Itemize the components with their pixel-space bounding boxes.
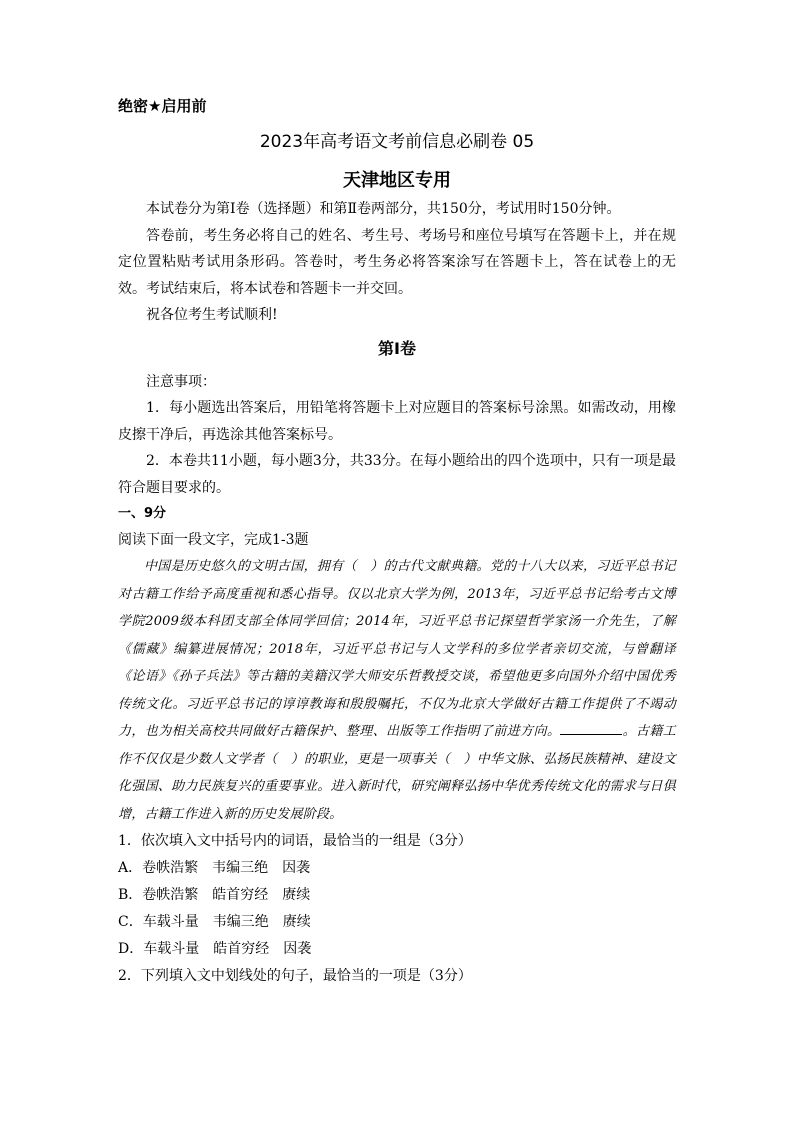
intro-paragraph-1: 本试卷分为第Ⅰ卷（选择题）和第Ⅱ卷两部分，共150分，考试用时150分钟。 — [146, 201, 621, 217]
question-2: 2．下列填入文中划线处的句子，最恰当的一项是（3分） — [118, 968, 472, 984]
passage-part-b: 。古籍工作不仅仅是少数人文学者（ ）的职业，更是一项事关（ ）中华文脉、弘扬民族精神、建设文化强国、助力民族复兴的重要事业。进入新时代，研究阐释弘扬中华优秀传统文化的需求与日俱增，古籍工作进入新的历史发展阶段。 — [118, 724, 676, 822]
question-1-option-a: A．卷帙浩繁 韦编三绝 因袭 — [118, 860, 311, 876]
question-1: 1．依次填入文中括号内的词语，最恰当的一组是（3分） — [118, 833, 472, 849]
notes-label: 注意事项： — [146, 373, 216, 390]
reading-passage — [118, 553, 676, 828]
note-2: 2．本卷共11小题，每小题3分，共33分。在每小题给出的四个选项中，只有一项是最符合题目要求的。 — [118, 453, 676, 496]
passage-part-a: 中国是历史悠久的文明古国，拥有（ ）的古代文献典籍。党的十八大以来，习近平总书记对古籍工作给予高度重视和悉心指导。仅以北京大学为例，2013年，习近平总书记给考古文博学院2009级本科团支部全体同学回信；2014年，习近平总书记探望哲学家汤一介先生，了解《儒藏》编纂进展情况；2018年，习近平总书记与人文学科的多位学者亲切交流，与曾翻译《论语》《孙子兵法》等古籍的美籍汉学大师安乐哲教授交谈，希望他更多向国外介绍中国优秀传统文化。习近平总书记的谆谆教诲和殷殷嘱托，不仅为北京大学做好古籍工作提供了不竭动力，也为相关高校共同做好古籍保护、整理、出版等工作指明了前进方向。 — [118, 559, 676, 739]
question-1-option-c: C．车载斗量 韦编三绝 赓续 — [118, 914, 311, 930]
reading-instruction: 阅读下面一段文字，完成1-3题 — [118, 532, 309, 548]
note-1: 1．每小题选出答案后，用铅笔将答题卡上对应题目的答案标号涂黑。如需改动，用橡皮擦干净后，再选涂其他答案标号。 — [118, 400, 676, 443]
question-1-option-d: D．车载斗量 皓首穷经 因袭 — [118, 941, 312, 957]
exam-title: 2023年高考语文考前信息必刷卷 05 — [259, 132, 535, 152]
page-content — [118, 96, 676, 990]
exam-subtitle: 天津地区专用 — [343, 170, 451, 191]
section-title: 第Ⅰ卷 — [378, 338, 416, 358]
fill-in-blank — [560, 722, 622, 735]
intro-paragraph-3: 祝各位考生考试顺利! — [146, 307, 278, 323]
confidential-label: 绝密★启用前 — [118, 97, 207, 115]
part-heading: 一、9分 — [118, 506, 167, 521]
intro-paragraph-2: 答卷前，考生务必将自己的姓名、考生号、考场号和座位号填写在答题卡上，并在规定位置粘贴考试用条形码。答卷时，考生务必将答案涂写在答题卡上，答在试卷上的无效。考试结束后，将本试卷和答题卡一并交回。 — [118, 227, 676, 297]
question-1-option-b: B．卷帙浩繁 皓首穷经 赓续 — [118, 887, 311, 903]
